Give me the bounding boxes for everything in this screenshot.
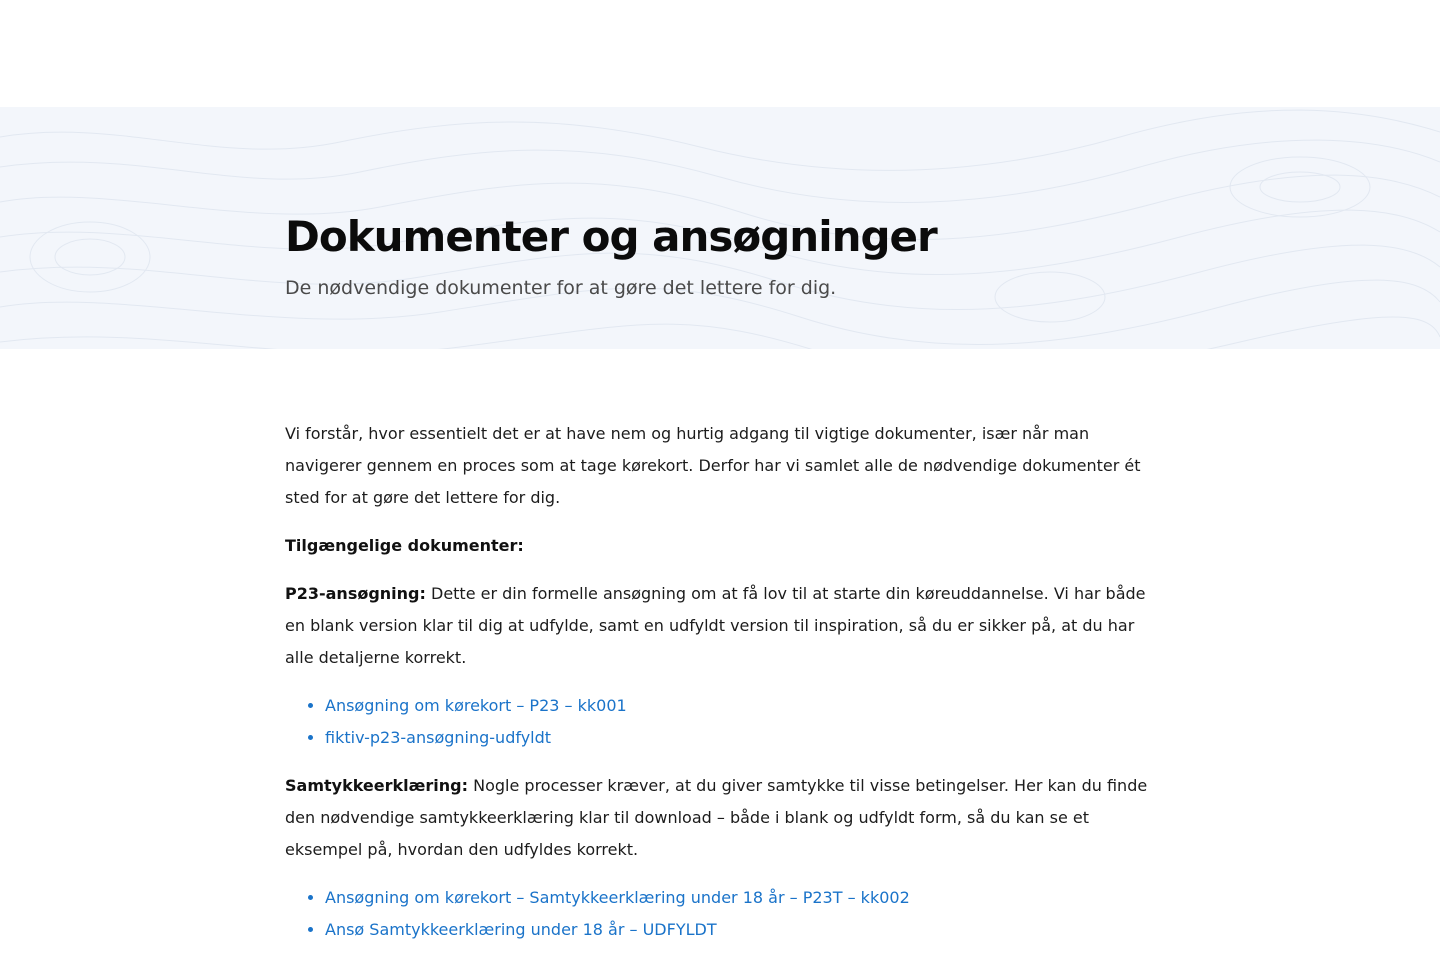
page-subtitle: De nødvendige dokumenter for at gøre det lettere for dig. (285, 277, 837, 299)
main-content (285, 418, 1160, 962)
p23-paragraph (285, 578, 1160, 674)
hero-text (285, 211, 937, 301)
available-documents-label: Tilgængelige dokumenter: (285, 536, 524, 555)
site-header (0, 0, 1440, 107)
p23-document-list (285, 690, 1160, 754)
p23-description: Dette er din formelle ansøgning om at få lov til at starte din køreuddannelse. Vi har både en blank version klar til dig at udfylde, samt en udfyldt version til inspiration, så du er sikker på, at du har alle detaljerne korrekt. (285, 584, 1146, 667)
consent-document-list (285, 882, 1160, 946)
available-documents-heading (285, 530, 1160, 562)
page-hero (0, 107, 1440, 349)
consent-paragraph (285, 770, 1160, 866)
consent-description: Nogle processer kræver, at du giver samtykke til visse betingelser. Her kan du finde den nødvendige samtykkeerklæring klar til download – både i blank og udfyldt form, så du kan se et eksempel på, hvordan den udfyldes korrekt. (285, 776, 1148, 859)
p23-blank-link[interactable]: Ansøgning om kørekort – P23 – kk001 (325, 696, 627, 715)
consent-blank-link[interactable]: Ansøgning om kørekort – Samtykkeerklæring under 18 år – P23T – kk002 (325, 888, 910, 907)
list-item (325, 690, 1160, 722)
list-item (325, 882, 1160, 914)
p23-label: P23-ansøgning: (285, 584, 426, 603)
list-item (325, 722, 1160, 754)
p23-filled-link[interactable]: fiktiv-p23-ansøgning-udfyldt (325, 728, 552, 747)
intro-paragraph: Vi forstår, hvor essentielt det er at have nem og hurtig adgang til vigtige dokumenter, især når man navigerer gennem en proces som at tage kørekort. Derfor har vi samlet alle de nødvendige dokumenter ét sted for at gøre det lettere for dig. (285, 424, 1141, 507)
consent-filled-link[interactable]: Ansø Samtykkeerklæring under 18 år – UDFYLDT (325, 920, 717, 939)
page-title: Dokumenter og ansøgninger (285, 212, 937, 261)
list-item (325, 914, 1160, 946)
consent-label: Samtykkeerklæring: (285, 776, 469, 795)
